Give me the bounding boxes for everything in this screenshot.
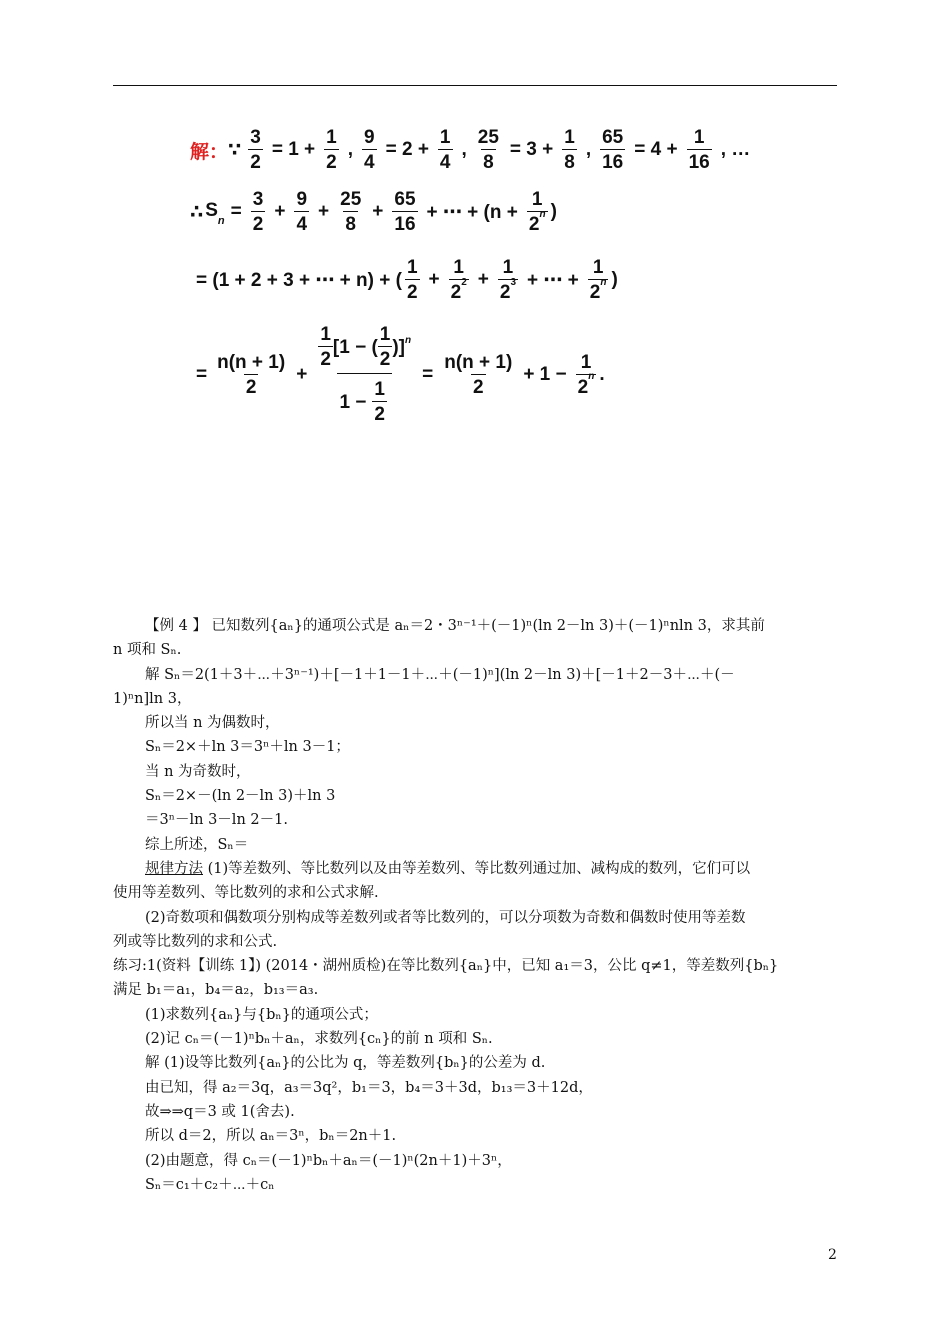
example-line: n 项和 Sₙ.: [113, 642, 182, 659]
exercise-line: 故⇒⇒q＝3 或 1(舍去).: [145, 1103, 295, 1120]
math-text: , …: [720, 139, 751, 160]
solution-label: 解：: [190, 140, 229, 163]
example-line: 所以当 n 为偶数时，: [145, 715, 280, 732]
math-text: = 4 +: [634, 139, 678, 160]
line-1-terms: [245, 128, 756, 172]
fraction: $\frac{1}{2}$: [326, 127, 337, 173]
exercise-line: (2)由题意，得 cₙ＝(－1)ⁿbₙ＋aₙ＝(－1)ⁿ(2n＋1)＋3ⁿ，: [145, 1152, 512, 1169]
exercise-line: 解 (1)设等比数列{aₙ}的公比为 q，等差数列{bₙ}的公差为 d.: [145, 1055, 546, 1072]
because-symbol: ∵: [228, 139, 242, 161]
math-text: ,: [461, 139, 467, 160]
fraction: $\frac{1}{4}$: [439, 127, 451, 173]
fraction: $\frac{25}{8}$: [477, 127, 499, 173]
line-3-tail: + ⋯ +: [527, 269, 579, 291]
method-line: (2)奇数项和偶数项分别构成等差数列或者等比数列的，可以分项数为奇数和偶数时使用等差数: [145, 909, 746, 926]
exercise-line: 满足 b₁＝a₁，b₄＝a₂，b₁₃＝a₃.: [113, 982, 319, 999]
exercise-line: Sₙ＝c₁＋c₂＋⋯＋cₙ: [145, 1176, 275, 1193]
exercise-line: 所以 d＝2，所以 aₙ＝3ⁿ，bₙ＝2n＋1.: [145, 1128, 397, 1145]
fraction: $\frac{9}{4}$: [364, 127, 375, 173]
example-line: 1)ⁿn]ln 3，: [113, 690, 192, 707]
exercise-line: (1)求数列{aₙ}与{bₙ}的通项公式；: [145, 1006, 378, 1023]
sn-symbol: $S_n$: [205, 200, 225, 227]
example-line: 【例 4 】 已知数列{aₙ}的通项公式是 aₙ＝2・3ⁿ⁻¹＋(－1)ⁿ(ln 2－ln 3)＋(－1)ⁿnln 3，求其前: [145, 618, 765, 634]
therefore-symbol: ∴: [190, 201, 204, 223]
fraction: $\frac{25}{8}$: [340, 189, 362, 235]
method-line: 规律方法 (1)等差数列、等比数列以及由等差数列、等比数列通过加、减构成的数列，它们可以: [145, 860, 751, 877]
fraction: $\frac{1}{2^2}$: [450, 257, 467, 303]
solution-line-3: = (1 + 2 + 3 + ⋯ + n) + ( $\frac{1}{2}$ + $\frac{1}{2^2}$ + $\frac{1}{2^3}$ + ⋯ + $\frac{1}{2^n}$ ): [196, 257, 618, 303]
fraction: $\frac{3}{2}$: [250, 127, 261, 173]
fraction: $\frac{1}{2}$: [406, 257, 418, 303]
math-text: = 1 +: [271, 139, 316, 160]
fraction: $\frac{n(n + 1)}{2}$: [444, 351, 513, 398]
exercise-line: 练习:1(资料【训练 1】) (2014・湖州质检)在等比数列{aₙ}中，已知 a₁＝3，公比 q≠1，等差数列{bₙ}: [113, 958, 779, 975]
math-text: = 3 +: [509, 139, 554, 160]
math-text: ,: [347, 139, 354, 160]
example-line: 解 Sₙ＝2(1＋3＋⋯＋3ⁿ⁻¹)＋[－1＋1－1＋⋯＋(－1)ⁿ](ln 2－ln 3)＋[－1＋2－3＋⋯＋(－: [145, 666, 735, 683]
method-line: 使用等差数列、等比数列的求和公式求解.: [113, 885, 379, 902]
fraction: $\frac{1}{16}$: [688, 127, 710, 173]
header-rule: [113, 85, 837, 86]
exercise-line: (2)记 cₙ＝(－1)ⁿbₙ＋aₙ，求数列{cₙ}的前 n 项和 Sₙ.: [145, 1031, 493, 1048]
complex-fraction: $\frac{1}{2}$ [1 − ( $\frac{1}{2}$ )] $^n$ 1 − $\frac{1}{2}$: [320, 324, 412, 425]
fraction: $\frac{9}{4}$: [296, 189, 308, 235]
fraction: $\frac{n(n + 1)}{2}$: [217, 351, 286, 398]
math-text: = 2 +: [385, 139, 429, 160]
fraction: $\frac{1}{8}$: [564, 127, 575, 173]
method-line: 列或等比数列的求和公式.: [113, 933, 278, 950]
method-label: 规律方法: [145, 860, 203, 877]
solution-line-4: = $\frac{n(n + 1)}{2}$ + $\frac{1}{2}$ [1 − ( $\frac{1}{2}$ )] $^n$ 1 − $\frac{1}{2}$ = $\frac{n(n + 1)}{2}$ + 1 − $\frac{1}{2^n}$ .: [196, 324, 605, 425]
example-line: ＝3ⁿ－ln 3－ln 2－1.: [145, 812, 288, 829]
fraction: $\frac{65}{16}$: [394, 189, 416, 235]
fraction: $\frac{1}{2^n}$: [577, 351, 595, 398]
fraction: $\frac{1}{2^n}$: [528, 189, 546, 235]
example-line: 当 n 为奇数时，: [145, 763, 251, 780]
solution-line-1: [190, 128, 756, 172]
example-4: [113, 614, 778, 1197]
math-text: ,: [585, 139, 592, 160]
example-line: Sₙ＝2×＋ln 3＝3ⁿ＋ln 3－1；: [145, 739, 350, 756]
line-3-head: = (1 + 2 + 3 + ⋯ + n) + (: [196, 269, 402, 291]
fraction: $\frac{3}{2}$: [252, 189, 264, 235]
page-number: 2: [828, 1247, 837, 1263]
fraction: $\frac{65}{16}$: [602, 127, 624, 173]
exercise-line: 由已知，得 a₂＝3q，a₃＝3q²，b₁＝3，b₄＝3＋3d，b₁₃＝3＋12d，: [145, 1079, 593, 1096]
line-2-tail: + ⋯ + (n +: [426, 201, 518, 223]
line-4-tail: + 1 −: [523, 363, 567, 385]
fraction: $\frac{1}{2^n}$: [589, 257, 607, 303]
solution-line-2: ∴ $S_n$ = $\frac{3}{2}$ + $\frac{9}{4}$ + $\frac{25}{8}$ + $\frac{65}{16}$ + ⋯ + (n + $\frac{1}{2^n}$ ): [190, 189, 557, 235]
example-line: 综上所述，Sₙ＝: [145, 836, 249, 853]
fraction: $\frac{1}{2^3}$: [499, 257, 517, 303]
example-line: Sₙ＝2×－(ln 2－ln 3)＋ln 3: [145, 788, 336, 805]
